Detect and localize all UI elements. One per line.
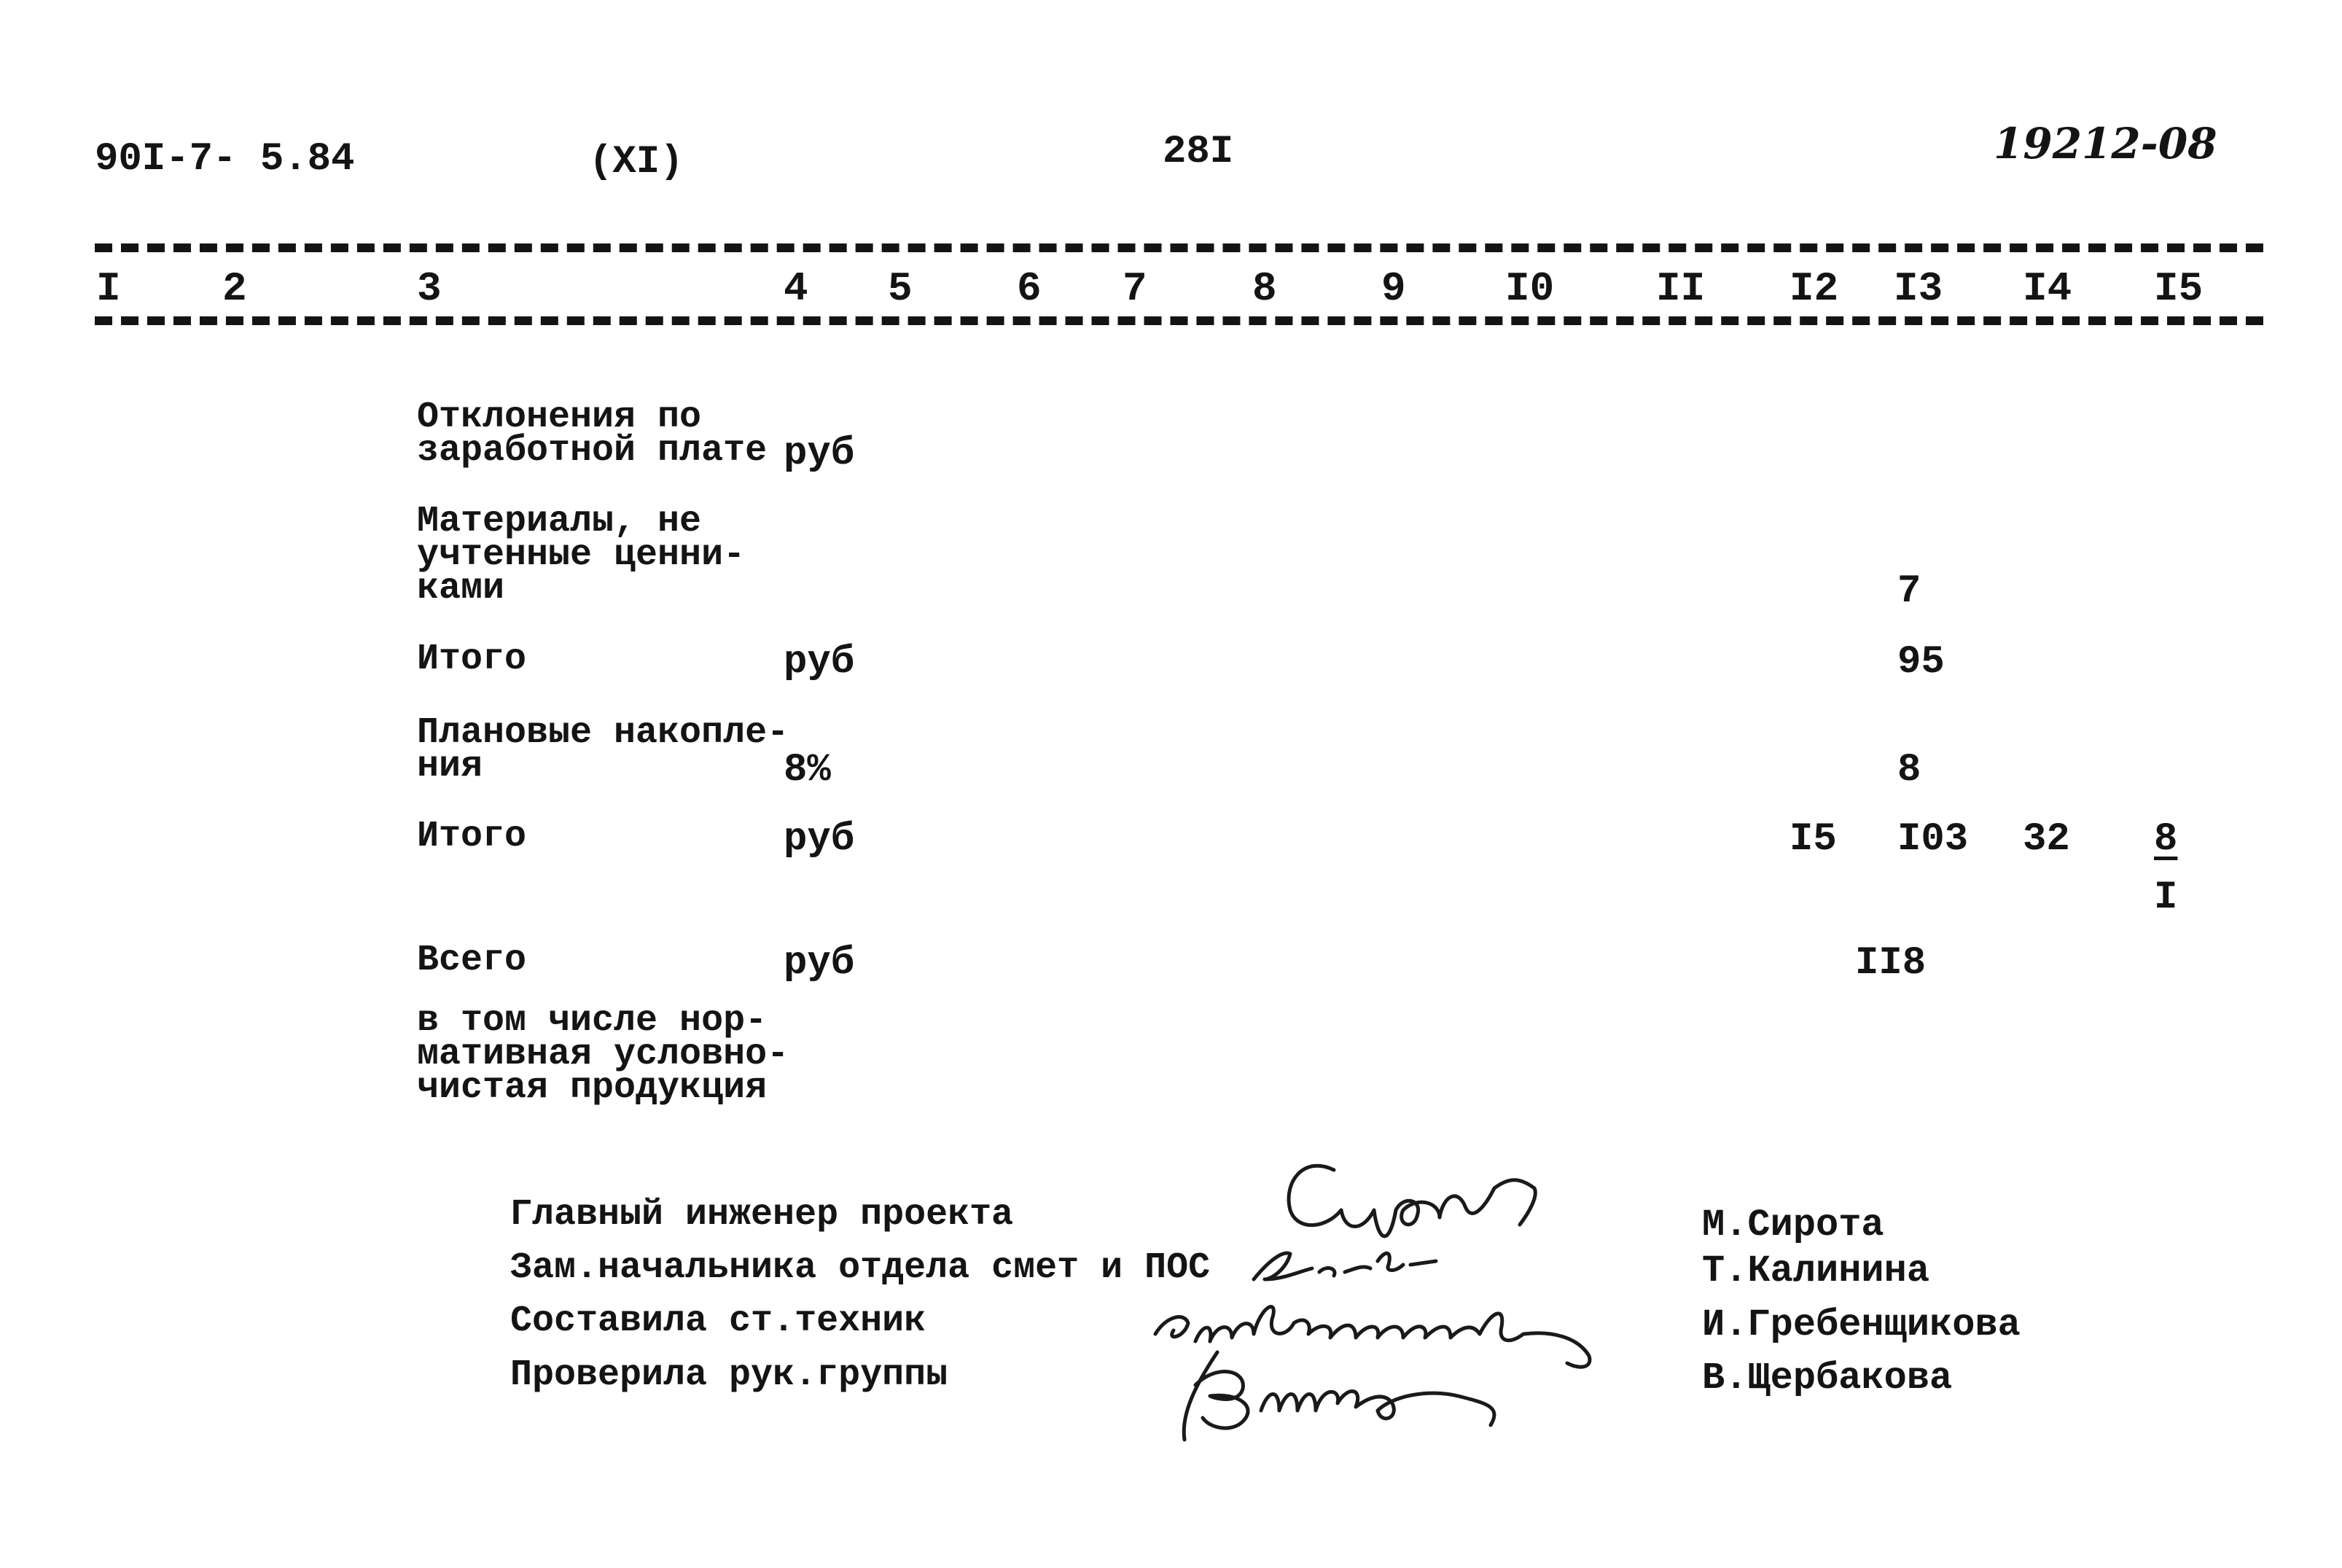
column-number: 3: [417, 265, 442, 312]
row-unit: руб: [784, 640, 855, 684]
column-number: I2: [1789, 265, 1839, 312]
doc-code: 90I-7- 5.84: [95, 137, 355, 182]
row-value-col14: 32: [2023, 817, 2070, 862]
signature-role: Составила ст.техник: [510, 1300, 926, 1342]
signatory-name: М.Сирота: [1702, 1204, 1884, 1247]
row-label: Плановые накопле- ния: [417, 712, 789, 787]
column-number: 5: [888, 265, 913, 312]
row-label: Итого: [417, 639, 527, 680]
column-number: I0: [1505, 265, 1555, 312]
row-unit: руб: [784, 817, 855, 862]
column-number: 9: [1381, 265, 1406, 312]
row-value-col13: 8: [1897, 748, 1921, 792]
section-number: (XI): [589, 140, 684, 184]
row-label: Итого: [417, 816, 527, 857]
column-number: II: [1656, 265, 1706, 312]
row-unit: руб: [784, 432, 855, 476]
column-number: 7: [1123, 265, 1147, 312]
signatory-name: И.Гребенщикова: [1702, 1303, 2021, 1346]
row-label: в том числе нор- мативная условно- чистая продукция: [417, 1000, 789, 1109]
row-value-col15-numerator: 8: [2154, 817, 2178, 862]
signature-role: Зам.начальника отдела смет и ПОС: [510, 1247, 1211, 1289]
signature-shcherbakova: [1184, 1352, 1494, 1440]
column-number: I: [96, 265, 121, 312]
column-number: 4: [784, 265, 808, 312]
handwritten-reference: 19212-08: [1994, 119, 2217, 168]
signature-role: Проверила рук.группы: [510, 1354, 948, 1396]
signatory-name: В.Щербакова: [1702, 1357, 1953, 1400]
signatory-name: Т.Калинина: [1702, 1249, 1930, 1292]
column-number: 6: [1017, 265, 1042, 312]
signature-grebenshchikova: [1155, 1307, 1590, 1368]
column-number: I5: [2154, 265, 2204, 312]
signature-sirota: [1289, 1166, 1535, 1236]
row-value-col13: 95: [1897, 640, 1945, 684]
column-number: 8: [1252, 265, 1277, 312]
row-value-col13: I03: [1897, 817, 1969, 862]
row-label: Всего: [417, 940, 527, 981]
column-number: 2: [222, 265, 247, 312]
column-number: I4: [2023, 265, 2072, 312]
row-value-col15-denominator: I: [2154, 875, 2178, 920]
row-unit: руб: [784, 941, 855, 986]
row-unit: 8%: [784, 748, 831, 792]
signature-role: Главный инженер проекта: [510, 1194, 1014, 1236]
row-value-col12: I5: [1789, 817, 1837, 862]
row-label: Материалы, не учтенные ценни- ками: [417, 501, 746, 609]
row-value-total: II8: [1855, 941, 1927, 986]
row-value-col13: 7: [1897, 569, 1921, 614]
column-number: I3: [1894, 265, 1943, 312]
signature-kalinina: [1254, 1253, 1436, 1279]
page-number: 28I: [1163, 130, 1234, 174]
row-label: Отклонения по заработной плате: [417, 397, 768, 472]
